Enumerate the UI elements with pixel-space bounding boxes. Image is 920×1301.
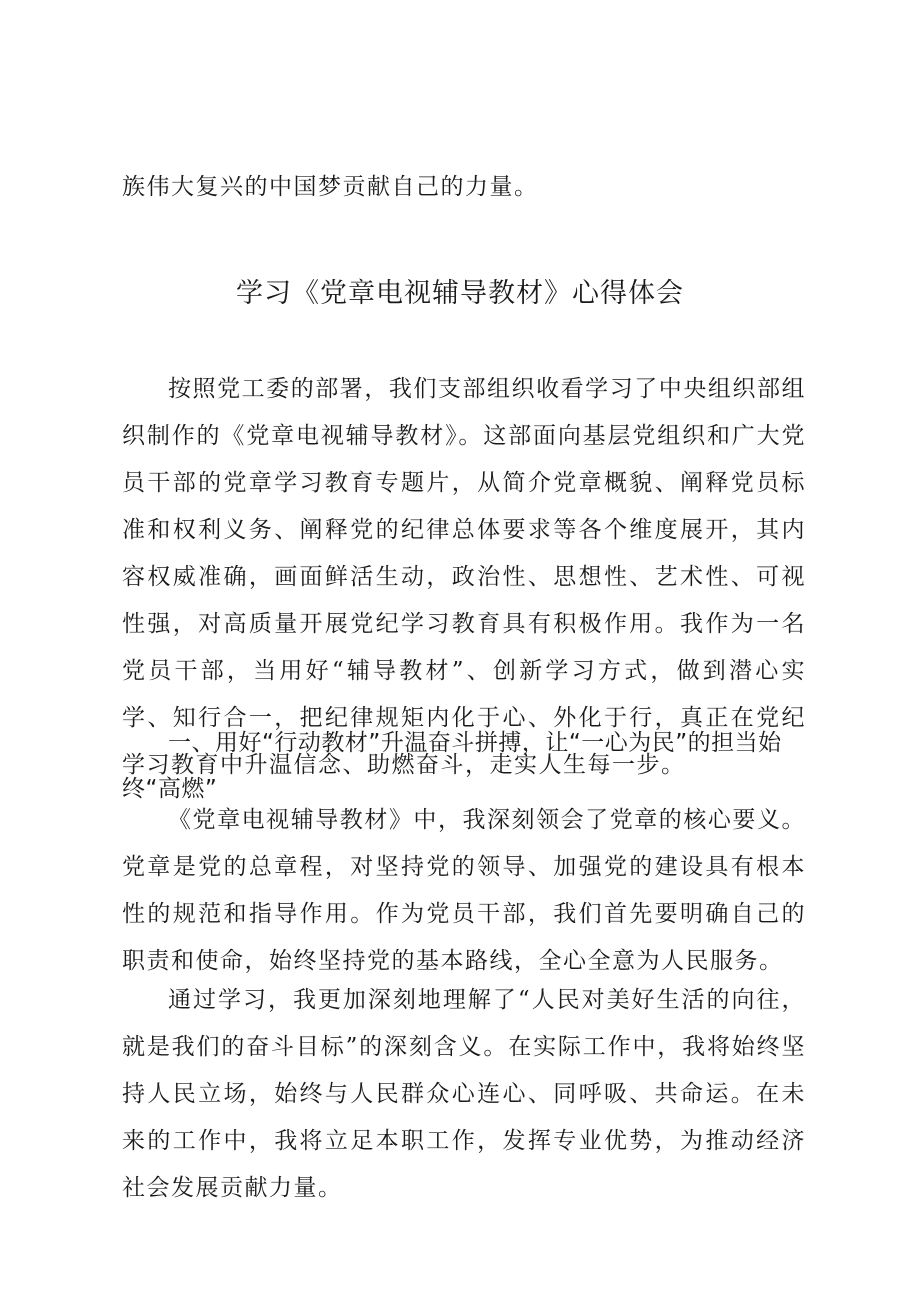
section-paragraph: 通过学习，我更加深刻地理解了“人民对美好生活的向往，就是我们的奋斗目标”的深刻含义。在实际工作中，我将始终坚持人民立场，始终与人民群众心连心、同呼吸、共命运。在未来的工作中，我将立足本职工作，发挥专业优势，为推动经济社会发展贡献力量。 [122,987,806,1201]
carry-over-paragraph: 族伟大复兴的中国梦贡献自己的力量。 [122,174,539,200]
section-heading-1: 一、用好“行动教材”升温奋斗拼搏，让“一心为民”的担当始终“高燃” [122,730,782,802]
document-title: 学习《党章电视辅导教材》心得体会 [236,278,684,309]
section-paragraph: 《党章电视辅导教材》中，我深刻领会了党章的核心要义。党章是党的总章程，对坚持党的领导、加强党的建设具有根本性的规范和指导作用。作为党员干部，我们首先要明确自己的职责和使命，始终坚持党的基本路线，全心全意为人民服务。 [122,807,806,974]
intro-paragraph: 按照党工委的部署，我们支部组织收看学习了中央组织部组织制作的《党章电视辅导教材》。这部面向基层党组织和广大党员干部的党章学习教育专题片，从简介党章概貌、阐释党员标准和权利义务、阐释党的纪律总体要求等各个维度展开，其内容权威准确，画面鲜活生动，政治性、思想性、艺术性、可视性强，对高质量开展党纪学习教育具有积极作用。我作为一名党员干部，当用好“辅导教材”、创新学习方式，做到潜心实学、知行合一，把纪律规矩内化于心、外化于行，真正在党纪学习教育中升温信念、助燃奋斗，走实人生每一步。 [122,376,806,778]
